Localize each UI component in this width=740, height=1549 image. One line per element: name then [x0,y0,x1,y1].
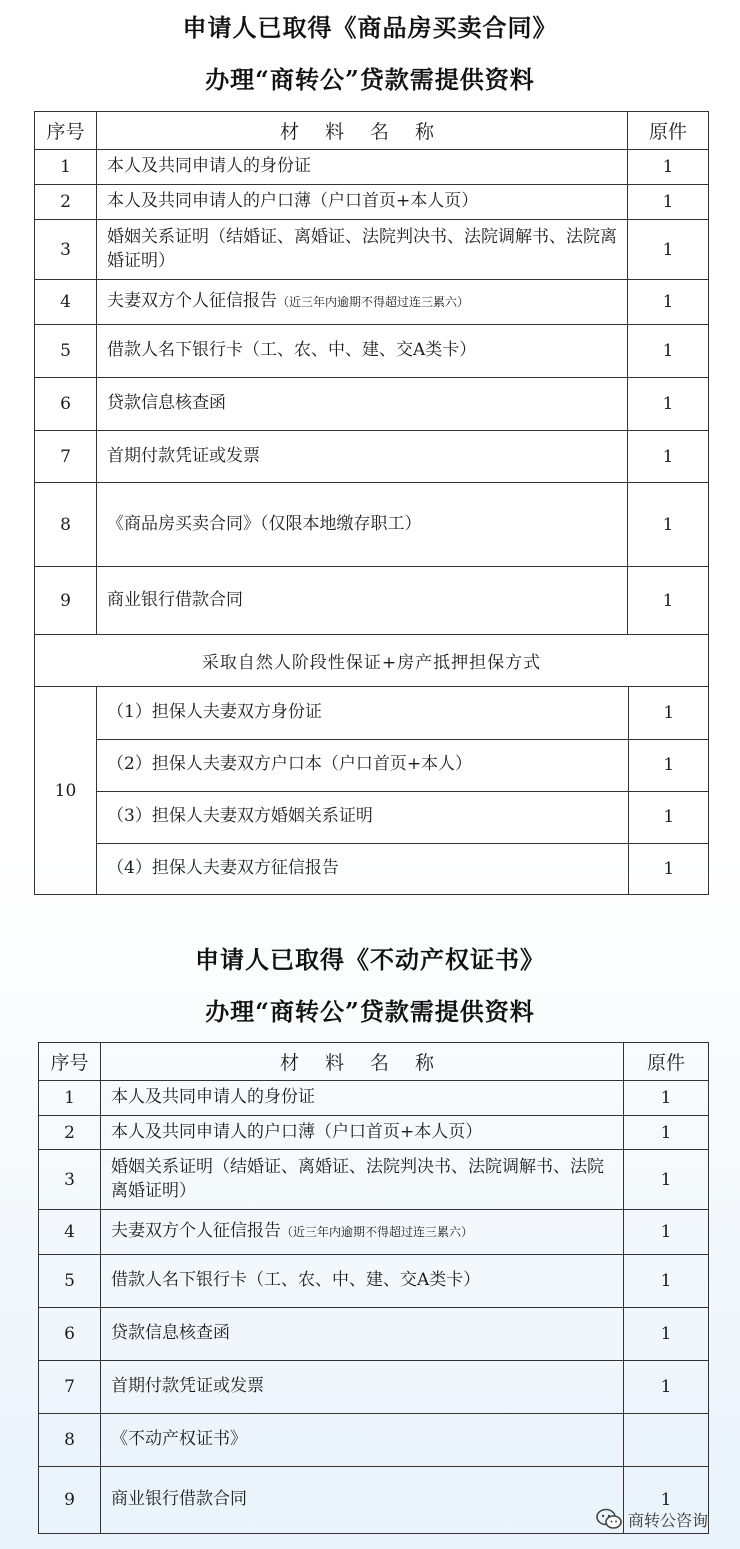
row-no: 9 [39,1467,101,1534]
row-material: 借款人名下银行卡（工、农、中、建、交A类卡） [97,325,628,378]
table-row [35,150,709,185]
row-material: 婚姻关系证明（结婚证、离婚证、法院判决书、法院调解书、法院离婚证明） [101,1150,624,1210]
row-material: 《商品房买卖合同》（仅限本地缴存职工） [97,483,628,567]
guarantee-item-original: 1 [628,739,709,791]
row-original: 1 [628,378,709,431]
list-item [97,739,709,791]
row-no: 8 [39,1414,101,1467]
table-row [39,1308,709,1361]
row-no: 3 [35,220,97,280]
row-material: 本人及共同申请人的户口薄（户口首页+本人页） [101,1116,624,1150]
table-row [35,483,709,567]
header-original: 原件 [628,112,709,150]
guarantee-item-original: 1 [628,791,709,843]
row-material: 本人及共同申请人的身份证 [101,1081,624,1116]
row-no: 2 [35,185,97,220]
row-material: 贷款信息核查函 [101,1308,624,1361]
row-material: 本人及共同申请人的户口薄（户口首页+本人页） [97,185,628,220]
row-original: 1 [624,1116,709,1150]
row-material-note: （近三年内逾期不得超过连三累六） [277,295,470,310]
row-material: 婚姻关系证明（结婚证、离婚证、法院判决书、法院调解书、法院离婚证明） [97,220,628,280]
list-item [97,791,709,843]
watermark [596,1505,708,1533]
guarantee-items-cell [97,687,709,895]
table-row [35,185,709,220]
table-row [35,378,709,431]
table-row [39,1116,709,1150]
table-row [39,1255,709,1308]
guarantee-item-original: 1 [628,687,709,739]
row-original: 1 [624,1308,709,1361]
guarantee-item-text: （3）担保人夫妻双方婚姻关系证明 [97,791,628,843]
row-material: 首期付款凭证或发票 [101,1361,624,1414]
row-original: 1 [628,483,709,567]
table-row [35,431,709,483]
header-material: 材 料 名 称 [101,1043,624,1081]
guarantee-row [35,687,709,895]
table-row [39,1361,709,1414]
table-row [39,1081,709,1116]
row-original: 1 [624,1081,709,1116]
row-no: 7 [39,1361,101,1414]
table-row [39,1210,709,1255]
section2-title-line1: 申请人已取得《不动产权证书》 [195,945,545,974]
list-item [97,687,709,739]
guarantee-items-table [97,687,709,894]
row-material: 商业银行借款合同 [97,567,628,635]
wechat-icon [596,1508,622,1530]
table-header-row [35,112,709,150]
guarantee-item-text: （1）担保人夫妻双方身份证 [97,687,628,739]
row-material: 借款人名下银行卡（工、农、中、建、交A类卡） [101,1255,624,1308]
row-material [101,1210,624,1255]
table-row [39,1150,709,1210]
row-original: 1 [628,150,709,185]
guarantee-heading: 采取自然人阶段性保证+房产抵押担保方式 [35,635,709,687]
guarantee-heading-row [35,635,709,687]
row-original: 1 [624,1467,709,1534]
row-material: 贷款信息核查函 [97,378,628,431]
table-row [35,567,709,635]
row-original: 1 [624,1255,709,1308]
row-no: 2 [39,1116,101,1150]
guarantee-item-original: 1 [628,843,709,894]
row-no: 5 [39,1255,101,1308]
header-material: 材 料 名 称 [97,112,628,150]
section1-table [34,111,709,895]
row-original: 1 [624,1361,709,1414]
row-original [624,1414,709,1467]
row-material: 《不动产权证书》 [101,1414,624,1467]
row-no: 7 [35,431,97,483]
table-row [35,280,709,325]
row-no: 1 [35,150,97,185]
row-original: 1 [628,325,709,378]
guarantee-no: 10 [35,687,97,895]
row-material [97,280,628,325]
table-row [39,1414,709,1467]
guarantee-item-text: （4）担保人夫妻双方征信报告 [97,843,628,894]
watermark-text: 商转公咨询 [628,1510,709,1530]
row-no: 8 [35,483,97,567]
row-no: 6 [35,378,97,431]
row-material: 首期付款凭证或发票 [97,431,628,483]
section2-table [38,1042,709,1534]
row-no: 5 [35,325,97,378]
row-original: 1 [624,1150,709,1210]
row-no: 1 [39,1081,101,1116]
table-row [35,220,709,280]
row-original: 1 [628,185,709,220]
table-header-row [39,1043,709,1081]
row-material-text: 夫妻双方个人征信报告 [111,1221,281,1242]
row-original: 1 [624,1210,709,1255]
row-no: 9 [35,567,97,635]
row-original: 1 [628,280,709,325]
row-material: 商业银行借款合同 [101,1467,624,1534]
row-material-note: （近三年内逾期不得超过连三累六） [281,1225,474,1240]
table-row [35,325,709,378]
header-original: 原件 [624,1043,709,1081]
guarantee-item-text: （2）担保人夫妻双方户口本（户口首页+本人） [97,739,628,791]
header-no: 序号 [35,112,97,150]
section1-title-line2: 办理“商转公”贷款需提供资料 [205,65,535,94]
row-no: 4 [39,1210,101,1255]
row-original: 1 [628,220,709,280]
row-material: 本人及共同申请人的身份证 [97,150,628,185]
list-item [97,843,709,894]
section1-title-line1: 申请人已取得《商品房买卖合同》 [182,13,558,42]
row-no: 4 [35,280,97,325]
row-no: 6 [39,1308,101,1361]
section2-title-line2: 办理“商转公”贷款需提供资料 [205,997,535,1026]
row-material-text: 夫妻双方个人征信报告 [107,291,277,312]
row-no: 3 [39,1150,101,1210]
row-original: 1 [628,431,709,483]
row-original: 1 [628,567,709,635]
header-no: 序号 [39,1043,101,1081]
